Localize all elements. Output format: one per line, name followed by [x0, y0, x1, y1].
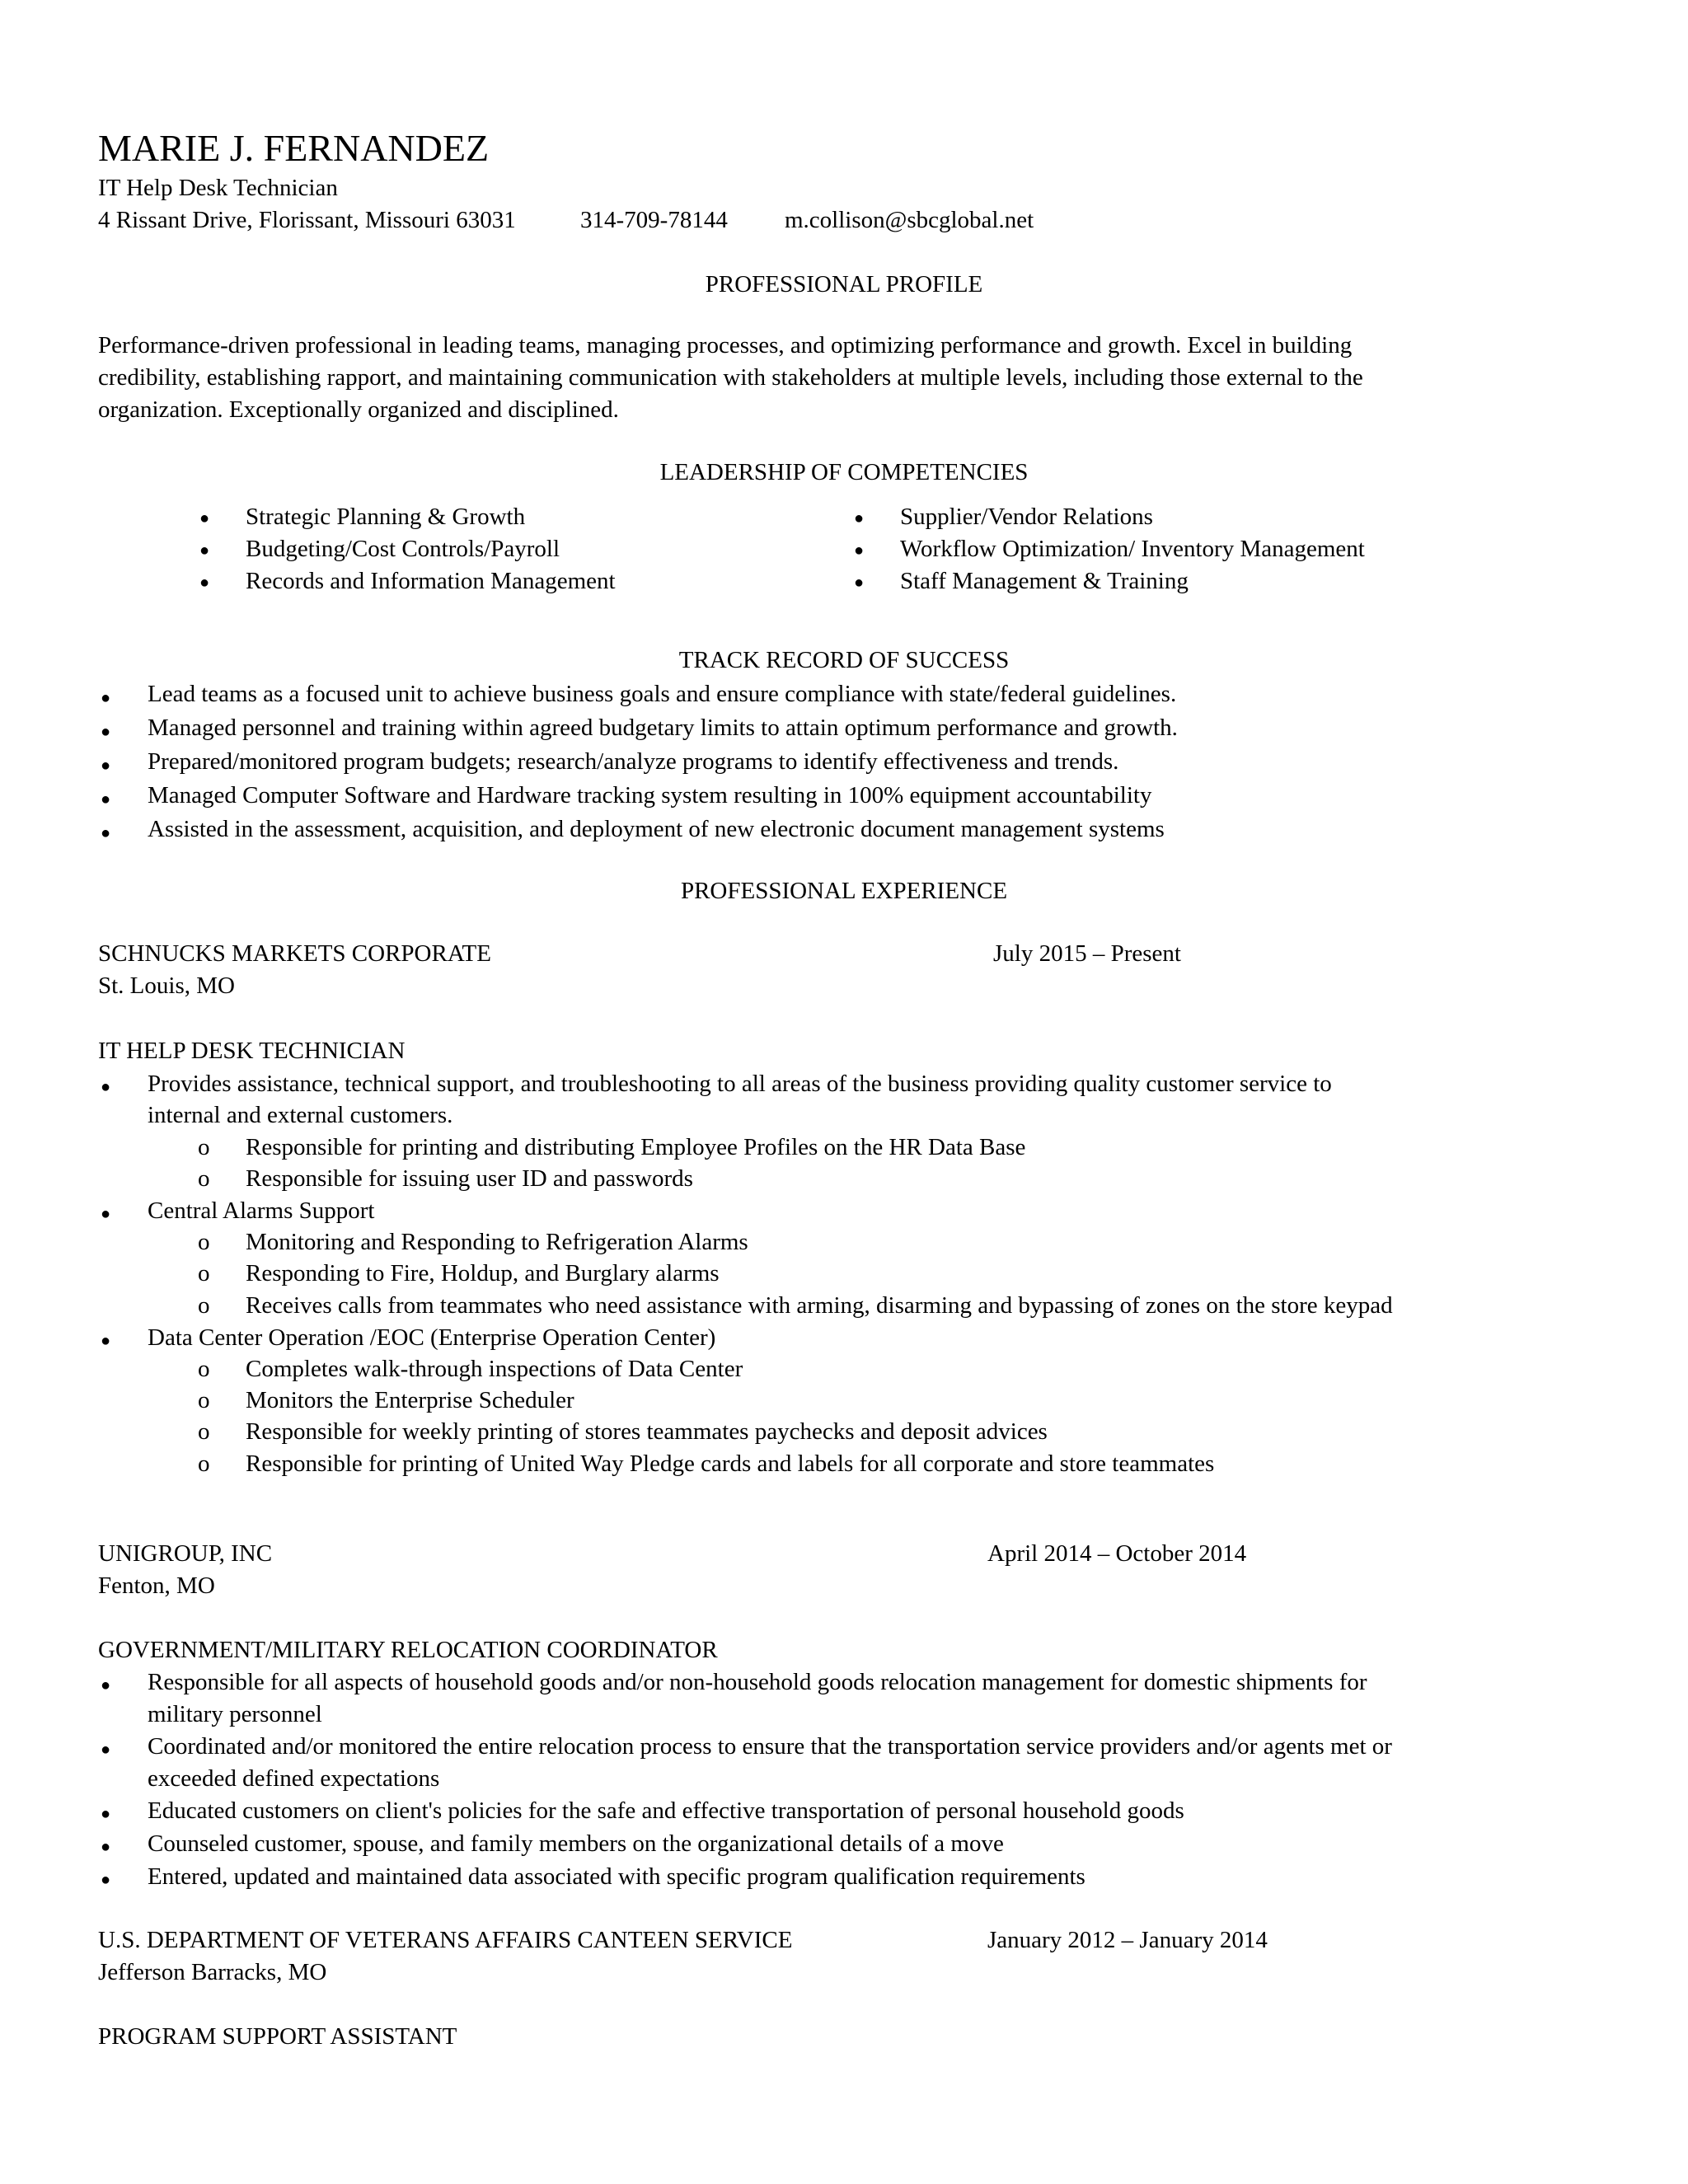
experience-heading: PROFESSIONAL EXPERIENCE: [680, 878, 1008, 904]
bullet-icon: ●: [854, 509, 865, 527]
sub-bullet-icon: o: [198, 1229, 210, 1255]
bullet-icon: ●: [101, 1805, 111, 1823]
duty-item: Provides assistance, technical support, and troubleshooting to all areas of the business providing quality customer service to: [148, 1071, 1332, 1097]
track-record-item: Prepared/monitored program budgets; research/analyze programs to identify effectiveness and trends.: [148, 748, 1119, 775]
duty-subitem: Responding to Fire, Holdup, and Burglary alarms: [246, 1260, 720, 1286]
job-location: Fenton, MO: [98, 1572, 215, 1599]
duty-item: Central Alarms Support: [148, 1197, 375, 1224]
track-record-heading: TRACK RECORD OF SUCCESS: [678, 647, 1010, 673]
duty-subitem: Responsible for issuing user ID and passwords: [246, 1165, 693, 1192]
profile-line: credibility, establishing rapport, and maintaining communication with stakeholders at multiple levels, including those external to the: [98, 364, 1363, 391]
duty-item-continued: internal and external customers.: [148, 1102, 453, 1128]
bullet-icon: ●: [101, 824, 111, 842]
job-role: GOVERNMENT/MILITARY RELOCATION COORDINATOR: [98, 1637, 718, 1663]
bullet-icon: ●: [101, 1332, 111, 1350]
company-name: SCHNUCKS MARKETS CORPORATE: [98, 940, 491, 967]
address: 4 Rissant Drive, Florissant, Missouri 63031: [98, 207, 516, 233]
bullet-icon: ●: [101, 757, 111, 775]
sub-bullet-icon: o: [198, 1292, 210, 1319]
bullet-icon: ●: [101, 1741, 111, 1759]
duty-item: Responsible for all aspects of household goods and/or non-household goods relocation management for domestic shipments for: [148, 1669, 1367, 1695]
job-role: IT HELP DESK TECHNICIAN: [98, 1038, 406, 1064]
bullet-icon: ●: [101, 723, 111, 741]
duty-subitem: Receives calls from teammates who need assistance with arming, disarming and bypassing of zones on the store keypad: [246, 1292, 1393, 1319]
bullet-icon: ●: [101, 689, 111, 707]
duty-item: Coordinated and/or monitored the entire relocation process to ensure that the transportation service providers and/or agents met or: [148, 1733, 1392, 1760]
sub-bullet-icon: o: [198, 1260, 210, 1286]
bullet-icon: ●: [199, 541, 210, 560]
sub-bullet-icon: o: [198, 1134, 210, 1160]
bullet-icon: ●: [101, 1838, 111, 1856]
competency-item: Budgeting/Cost Controls/Payroll: [246, 536, 560, 562]
profile-heading: PROFESSIONAL PROFILE: [705, 271, 983, 298]
profile-line: Performance-driven professional in leading teams, managing processes, and optimizing performance and growth. Excel in building: [98, 332, 1353, 359]
profile-line: organization. Exceptionally organized and disciplined.: [98, 396, 619, 423]
duty-subitem: Monitoring and Responding to Refrigeration Alarms: [246, 1229, 748, 1255]
job-dates: July 2015 – Present: [993, 940, 1181, 967]
duty-item: Counseled customer, spouse, and family members on the organizational details of a move: [148, 1830, 1004, 1857]
company-name: UNIGROUP, INC: [98, 1540, 273, 1567]
duty-subitem: Responsible for printing of United Way Pledge cards and labels for all corporate and store teammates: [246, 1451, 1215, 1477]
bullet-icon: ●: [101, 790, 111, 808]
job-location: St. Louis, MO: [98, 972, 235, 999]
track-record-item: Assisted in the assessment, acquisition, and deployment of new electronic document management systems: [148, 816, 1165, 842]
sub-bullet-icon: o: [198, 1418, 210, 1445]
duty-subitem: Monitors the Enterprise Scheduler: [246, 1387, 574, 1413]
bullet-icon: ●: [101, 1676, 111, 1694]
bullet-icon: ●: [199, 574, 210, 592]
track-record-item: Lead teams as a focused unit to achieve business goals and ensure compliance with state/federal guidelines.: [148, 681, 1177, 707]
bullet-icon: ●: [854, 541, 865, 560]
email-link[interactable]: m.collison@sbcglobal.net: [785, 207, 1034, 233]
sub-bullet-icon: o: [198, 1356, 210, 1382]
duty-subitem: Responsible for printing and distributing Employee Profiles on the HR Data Base: [246, 1134, 1026, 1160]
sub-bullet-icon: o: [198, 1387, 210, 1413]
sub-bullet-icon: o: [198, 1451, 210, 1477]
duty-item: Educated customers on client's policies for the safe and effective transportation of personal household goods: [148, 1797, 1184, 1824]
company-name: U.S. DEPARTMENT OF VETERANS AFFAIRS CANTEEN SERVICE: [98, 1927, 793, 1953]
competency-item: Strategic Planning & Growth: [246, 504, 526, 530]
track-record-item: Managed Computer Software and Hardware tracking system resulting in 100% equipment accountability: [148, 782, 1152, 808]
competency-item: Supplier/Vendor Relations: [900, 504, 1153, 530]
bullet-icon: ●: [101, 1871, 111, 1889]
duty-item: Data Center Operation /EOC (Enterprise Operation Center): [148, 1324, 716, 1351]
bullet-icon: ●: [101, 1078, 111, 1096]
bullet-icon: ●: [101, 1205, 111, 1223]
duty-item-continued: exceeded defined expectations: [148, 1765, 440, 1792]
track-record-item: Managed personnel and training within agreed budgetary limits to attain optimum performance and growth.: [148, 715, 1178, 741]
job-dates: April 2014 – October 2014: [987, 1540, 1247, 1567]
candidate-name: MARIE J. FERNANDEZ: [98, 127, 490, 169]
bullet-icon: ●: [199, 509, 210, 527]
duty-subitem: Responsible for weekly printing of stores teammates paychecks and deposit advices: [246, 1418, 1048, 1445]
job-dates: January 2012 – January 2014: [987, 1927, 1268, 1953]
phone: 314-709-78144: [580, 207, 728, 233]
duty-item-continued: military personnel: [148, 1701, 322, 1727]
competencies-heading: LEADERSHIP OF COMPETENCIES: [659, 459, 1029, 485]
competency-item: Workflow Optimization/ Inventory Management: [900, 536, 1365, 562]
sub-bullet-icon: o: [198, 1165, 210, 1192]
competency-item: Staff Management & Training: [900, 568, 1189, 594]
duty-subitem: Completes walk-through inspections of Data Center: [246, 1356, 743, 1382]
job-role: PROGRAM SUPPORT ASSISTANT: [98, 2023, 457, 2050]
job-location: Jefferson Barracks, MO: [98, 1959, 327, 1985]
job-title: IT Help Desk Technician: [98, 175, 338, 201]
duty-item: Entered, updated and maintained data associated with specific program qualification requirements: [148, 1863, 1085, 1890]
bullet-icon: ●: [854, 574, 865, 592]
competency-item: Records and Information Management: [246, 568, 616, 594]
